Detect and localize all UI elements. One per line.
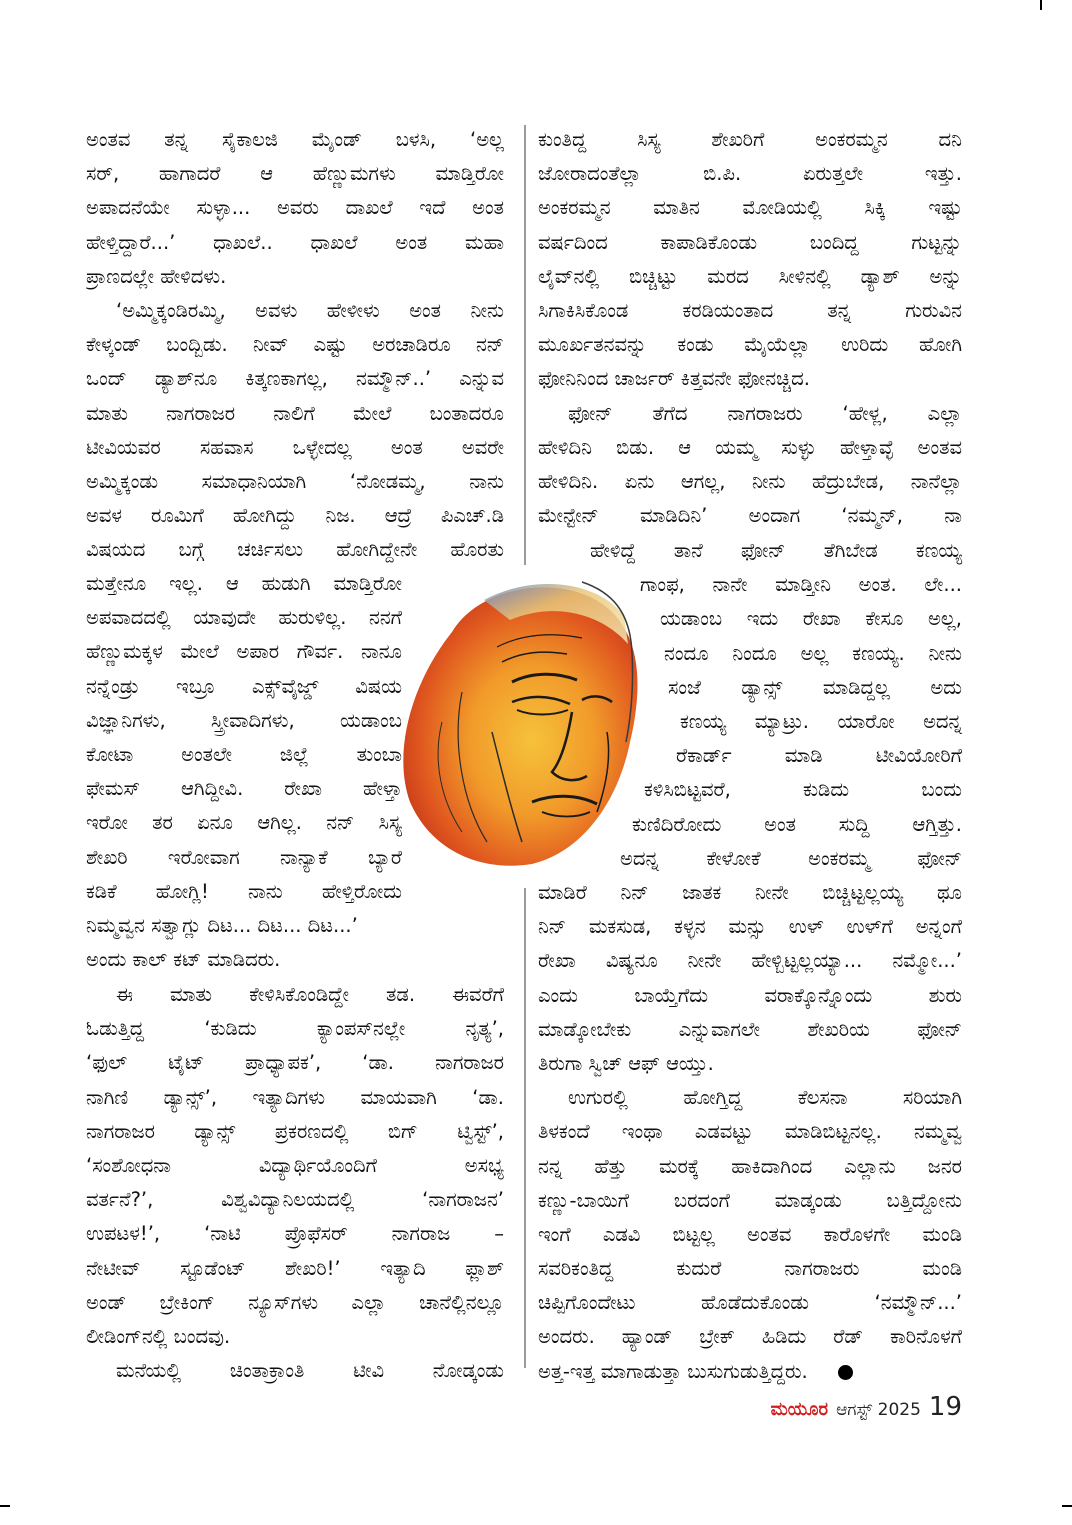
text-line: ‘ಸಂಶೋಧನಾ ವಿದ್ಯಾರ್ಥಿಯೊಂದಿಗೆ ಅಸಭ್ಯ — [86, 1153, 504, 1177]
text-line: ಹೇಳಿದಿನಿ ಬಿಡು. ಆ ಯಮ್ಮ ಸುಳ್ಳು ಹೇಳ್ತಾವ್ಳೆ ಅಂತವ — [538, 435, 962, 459]
text-line: ಕುಂತಿದ್ದ ಸಿಸ್ಯ ಶೇಖರಿಗೆ ಅಂಕರಮ್ಮನ ದನಿ — [538, 128, 962, 151]
text-line: ಗಾಂಫ, ನಾನೇ ಮಾಡ್ತೀನಿ ಅಂತ. ಲೇ... — [640, 573, 962, 597]
text-line: ಹೆಣ್ಣುಮಕ್ಕಳ ಮೇಲೆ ಅಪಾರ ಗೌರ್ವ. ನಾನೂ — [86, 640, 402, 664]
text-line: ನಂದೂ ನಿಂದೂ ಅಲ್ಲ ಕಣಯ್ಯ. ನೀನು — [664, 641, 962, 665]
column-rule-bottom — [524, 888, 526, 1368]
text-line: ಅಮ್ಮಿಕ್ಕಂಡು ಸಮಾಧಾನಿಯಾಗಿ ‘ನೋಡಮ್ಮ, ನಾನು — [86, 469, 504, 493]
text-line: ಅಂಡ್ ಬ್ರೇಕಿಂಗ್ ನ್ಯೂಸ್‌ಗಳು ಎಲ್ಲಾ ಚಾನೆಲ್ಲಿನಲ್ಲೂ — [86, 1290, 504, 1314]
text-line: ರೇಖಾ ವಿಷ್ಯನೂ ನೀನೇ ಹೇಳ್ಬಿಟ್ಟಲ್ಲಯ್ಯಾ... ನಮ್ಮೋ...’ — [538, 949, 962, 973]
text-line: ಮಾತು ನಾಗರಾಜರ ನಾಲಿಗೆ ಮೇಲೆ ಬಂತಾದರೂ — [86, 401, 504, 425]
crop-mark-left — [0, 1505, 10, 1507]
end-mark-bullet — [838, 1365, 853, 1380]
text-line: ವಿಜ್ಞಾನಿಗಳು, ಸ್ತ್ರೀವಾದಿಗಳು, ಯಡಾಂಬ — [86, 708, 402, 732]
text-line: ವರ್ಷದಿಂದ ಕಾಪಾಡಿಕೊಂಡು ಬಂದಿದ್ದ ಗುಟ್ಟನ್ನು — [538, 230, 962, 254]
text-line: ಮಾಡಿರೆ ನಿನ್ ಜಾತಕ ನೀನೇ ಬಿಚ್ಚಿಟ್ಟಲ್ಲಯ್ಯ ಥೂ — [538, 881, 962, 904]
right-column-bottom — [538, 876, 962, 1389]
crop-mark-right — [1062, 1505, 1072, 1507]
text-line: ನಾಗರಾಜರ ಡ್ಯಾನ್ಸ್ ಪ್ರಕರಣದಲ್ಲಿ ಬಿಗ್ ಟ್ವಿಸ್ಟ್’, — [86, 1119, 504, 1143]
face-illustration — [392, 572, 660, 868]
text-line: ಫೇಮಸ್ ಆಗಿದ್ದೀವಿ. ರೇಖಾ ಹೇಳ್ತಾ — [86, 777, 402, 801]
text-line: ಫೋನಿನಿಂದ ಚಾರ್ಜರ್ ಕಿತ್ತವನೇ ಫೋನಚ್ಚಿದ. — [538, 367, 810, 391]
text-line: ಹೇಳಿದಿನಿ. ಏನು ಆಗಲ್ಲ, ನೀನು ಹೆದ್ರುಬೇಡ, ನಾನೆಲ್ಲಾ — [538, 469, 962, 493]
text-line: ಉಗುರಲ್ಲಿ ಹೋಗ್ತಿದ್ದ ಕೆಲಸನಾ ಸರಿಯಾಗಿ — [568, 1086, 962, 1110]
text-line: ಕೋಟಾ ಅಂತಲೇ ಜಿಲ್ಲೆ ತುಂಬಾ — [86, 742, 402, 766]
text-line: ಅವಳ ರೂಮಿಗೆ ಹೋಗಿದ್ದು ನಿಜ. ಆದ್ರೆ ಪಿಎಚ್.ಡಿ — [86, 504, 504, 528]
text-line: ಫೋನ್ ತೆಗೆದ ನಾಗರಾಜರು ‘ಹೇಳ್ಲ, ಎಲ್ಲಾ — [568, 401, 962, 425]
text-line: ಪ್ರಾಣದಲ್ಲೇ ಹೇಳಿದಳು. — [86, 264, 227, 288]
text-line: ಯಡಾಂಬ ಇದು ರೇಖಾ ಕೇಸೂ ಅಲ್ಲ, — [660, 607, 962, 631]
text-line: ಉಪಟಳ!’, ‘ನಾಟಿ ಪ್ರೊಫೆಸರ್ ನಾಗರಾಜ – — [86, 1222, 504, 1246]
text-line: ಲೈವ್‌ನಲ್ಲಿ ಬಿಚ್ಚಿಟ್ಟು ಮರದ ಸೀಳಿನಲ್ಲಿ ಡ್ಯಾಶ್ ಅನ್ನು — [538, 264, 962, 288]
text-line: ಕಣಯ್ಯ ಮ್ಯಾಟ್ರು. ಯಾರೋ ಅದನ್ನ — [680, 710, 962, 733]
text-line: ಮೇನ್ಟೇನ್ ಮಾಡಿದಿನಿ’ ಅಂದಾಗ ‘ನಮ್ಮನ್, ನಾ — [538, 504, 962, 528]
left-column-top — [86, 123, 504, 567]
text-line: ಎಂದು ಬಾಯ್ತೆಗೆದು ವರಾಕ್ಕೊನ್ನೊಂದು ಶುರು — [538, 983, 962, 1007]
page-footer — [771, 1392, 962, 1422]
left-column-wrap — [86, 567, 402, 977]
text-line: ಕಳಿಸಿಬಿಟ್ಟವರೆ, ಕುಡಿದು ಬಂದು — [644, 778, 962, 802]
text-line: ಓಡುತ್ತಿದ್ದ ‘ಕುಡಿದು ಕ್ಯಾಂಪಸ್‌ನಲ್ಲೇ ನೃತ್ಯ’, — [86, 1017, 504, 1041]
text-line: ಅಂಕರಮ್ಮನ ಮಾತಿನ ಮೋಡಿಯಲ್ಲಿ ಸಿಕ್ಕಿ ಇಷ್ಟು — [538, 196, 962, 220]
text-line: ನೇಟೀವ್ ಸ್ಟೂಡೆಂಟ್ ಶೇಖರಿ!’ ಇತ್ಯಾದಿ ಫ್ಲಾಶ್ — [86, 1256, 504, 1280]
text-line: ನಾಗಿಣಿ ಡ್ಯಾನ್ಸ್’, ಇತ್ಯಾದಿಗಳು ಮಾಯವಾಗಿ ‘ಡಾ. — [86, 1085, 504, 1109]
text-line: ಮೂರ್ಖತನವನ್ನು ಕಂಡು ಮೈಯೆಲ್ಲಾ ಉರಿದು ಹೋಗಿ — [538, 333, 962, 357]
page-number: 19 — [928, 1392, 962, 1422]
text-line: ‘ಫುಲ್ ಟೈಟ್ ಪ್ರಾಧ್ಯಾಪಕ’, ‘ಡಾ. ನಾಗರಾಜರ — [86, 1051, 504, 1075]
text-line: ವಿಷಯದ ಬಗ್ಗೆ ಚರ್ಚಿಸಲು ಹೋಗಿದ್ದೇನೇ ಹೊರತು — [86, 538, 504, 562]
text-line: ಇಂಗೆ ಎಡವಿ ಬಿಟ್ಟಲ್ಲ ಅಂತವ ಕಾರೊಳಗೇ ಮಂಡಿ — [538, 1222, 962, 1246]
text-line: ಜೋರಾದಂತೆಲ್ಲಾ ಬಿ.ಪಿ. ಏರುತ್ತಲೇ ಇತ್ತು. — [538, 162, 962, 186]
text-line: ಅಂತವ ತನ್ನ ಸೈಕಾಲಜಿ ಮೈಂಡ್ ಬಳಸಿ, ‘ಅಲ್ಲ — [86, 128, 504, 151]
text-line: ಅಪವಾದದಲ್ಲಿ ಯಾವುದೇ ಹುರುಳಿಲ್ಲ. ನನಗೆ — [86, 606, 402, 630]
text-line: ಸರ್, ಹಾಗಾದರೆ ಆ ಹೆಣ್ಣುಮಗಳು ಮಾಡ್ತಿರೋ — [86, 162, 504, 186]
text-line: ಚಿಪ್ಪಿಗೊಂದೇಟು ಹೊಡೆದುಕೊಂಡು ‘ನಮ್ಮೌನ್...’ — [538, 1291, 962, 1315]
text-line: ಮನೆಯಲ್ಲಿ ಚಿಂತಾಕ್ರಾಂತಿ ಟೀವಿ ನೋಡ್ಕಂಡು — [116, 1359, 504, 1383]
text-line: ಹೇಳಿದ್ದೆ ತಾನೆ ಫೋನ್ ತೆಗಿಬೇಡ ಕಣಯ್ಯ — [590, 539, 962, 562]
text-line: ‘ಅಮ್ಮಿಕ್ಕಂಡಿರಮ್ಮಿ, ಅವಳು ಹೇಳೀಳು ಅಂತ ನೀನು — [116, 298, 504, 322]
text-line: ರೆಕಾರ್ಡ್ ಮಾಡಿ ಟೀವಿಯೋರಿಗೆ — [676, 744, 962, 768]
text-line: ಕಣ್ಣು-ಬಾಯಿಗೆ ಬರದಂಗೆ ಮಾಡ್ಕಂಡು ಬತ್ತಿದ್ದೋನು — [538, 1188, 962, 1212]
text-line: ಇರೋ ತರ ಏನೂ ಆಗಿಲ್ಲ. ನನ್ ಸಿಸ್ಯ — [86, 811, 402, 835]
text-line: ಟೀವಿಯವರ ಸಹವಾಸ ಒಳ್ಳೇದಲ್ಲ ಅಂತ ಅವರೇ — [86, 435, 504, 459]
crop-mark-top — [1040, 0, 1042, 10]
text-line: ಈ ಮಾತು ಕೇಳಿಸಿಕೊಂಡಿದ್ದೇ ತಡ. ಈವರೆಗೆ — [116, 983, 504, 1006]
magazine-brand: ಮಯೂರ — [770, 1399, 829, 1420]
text-line: ನಿಮ್ಮವ್ವನ ಸತ್ವಾಗ್ಲು ದಿಟ... ದಿಟ... ದಿಟ...’ — [86, 913, 358, 937]
left-column-bottom — [86, 978, 504, 1388]
text-line: ಒಂದ್ ಡ್ಯಾಶ್‌ನೂ ಕಿತ್ಕಣಕಾಗಲ್ಲ, ನಮ್ಮೌನ್..’ ಎನ್ನುವ — [86, 367, 504, 391]
text-line: ಅತ್ತ-ಇತ್ತ ಮಾಗಾಡುತ್ತಾ ಬುಸುಗುಡುತ್ತಿದ್ದರು. — [538, 1355, 962, 1389]
text-line: ನಿನ್ ಮಕಸುಡ, ಕಳ್ಳನ ಮನ್ಸು ಉಳ್ ಉಳ್‌ಗೆ ಅನ್ನಂಗೆ — [538, 915, 962, 939]
text-line: ಅಂದು ಕಾಲ್ ಕಟ್ ಮಾಡಿದರು. — [86, 948, 281, 972]
text-line: ಅಪಾದನೆಯೇ ಸುಳ್ಳಾ... ಅವರು ದಾಖಲೆ ಇದೆ ಅಂತ — [86, 196, 504, 220]
text-line: ಕುಣಿದಿರೋದು ಅಂತ ಸುದ್ದಿ ಆಗ್ತಿತ್ತು. — [632, 812, 962, 836]
text-line: ನನ್ನ ಹೆತ್ತು ಮರಕ್ಕೆ ಹಾಕಿದಾಗಿಂದ ಎಲ್ಲಾನು ಜನರ — [538, 1154, 962, 1178]
text-line: ತಿಳಕಂದೆ ಇಂಥಾ ಎಡವಟ್ಟು ಮಾಡಿಬಿಟ್ಟನಲ್ಲ. ನಮ್ಮವ್ವ — [538, 1120, 962, 1144]
text-line: ಸಂಜೆ ಡ್ಯಾನ್ಸ್ ಮಾಡಿದ್ದಲ್ಲ ಅದು — [668, 675, 962, 699]
text-line: ಲೀಡಿಂಗ್‌ನಲ್ಲಿ ಬಂದವು. — [86, 1324, 231, 1348]
text-line: ಕಡಿಕೆ ಹೋಗ್ಲಿ! ನಾನು ಹೇಳ್ತಿರೋದು — [86, 879, 402, 903]
text-line: ತಿರುಗಾ ಸ್ವಿಚ್ ಆಫ್ ಆಯ್ತು. — [538, 1051, 714, 1075]
text-line: ಹೇಳ್ತಿದ್ದಾರೆ...’ ಧಾಖಲೆ.. ಧಾಖಲೆ ಅಂತ ಮಹಾ — [86, 230, 504, 254]
text-line: ವರ್ತನೆ?’, ವಿಶ್ವವಿದ್ಯಾನಿಲಯದಲ್ಲಿ ‘ನಾಗರಾಜನ’ — [86, 1188, 504, 1212]
issue-month: ಆಗಸ್ಟ್ 2025 — [836, 1400, 921, 1420]
right-column-top — [538, 123, 962, 533]
text-line: ಸವರಿಕಂತಿದ್ದ ಕುದುರೆ ನಾಗರಾಜರು ಮಂಡಿ — [538, 1257, 962, 1281]
text-line: ಸಿಗಾಕಿಸಿಕೊಂಡ ಕರಡಿಯಂತಾದ ತನ್ನ ಗುರುವಿನ — [538, 298, 962, 322]
text-line: ಅದನ್ನ ಕೇಳೋಕೆ ಅಂಕರಮ್ಮ ಫೋನ್ — [620, 846, 962, 870]
text-line: ಕೇಳ್ಕಂಡ್ ಬಂದ್ಬಿಡು. ನೀವ್ ಎಷ್ಟು ಅರಚಾಡಿರೂ ನನ್ — [86, 333, 504, 357]
column-rule-top — [524, 125, 526, 565]
text-line: ಶೇಖರಿ ಇರೋವಾಗ ನಾನ್ಯಾಕೆ ಬ್ಯಾರೆ — [86, 845, 402, 869]
text-line: ಮತ್ತೇನೂ ಇಲ್ಲ. ಆ ಹುಡುಗಿ ಮಾಡ್ತಿರೋ — [86, 572, 402, 595]
text-line: ಅಂದರು. ಹ್ಯಾಂಡ್ ಬ್ರೇಕ್ ಹಿಡಿದು ರೆಡ್ ಕಾರಿನೊಳಗೆ — [538, 1325, 962, 1349]
text-line: ಮಾಡ್ಕೋಬೇಕು ಎನ್ನುವಾಗಲೇ ಶೇಖರಿಯ ಫೋನ್ — [538, 1017, 962, 1041]
text-line: ನನ್ನೆಂಡ್ರು ಇಬ್ರೂ ಎಕ್ಸ್‌ವೈಜ್ಡ್ ವಿಷಯ — [86, 674, 402, 698]
